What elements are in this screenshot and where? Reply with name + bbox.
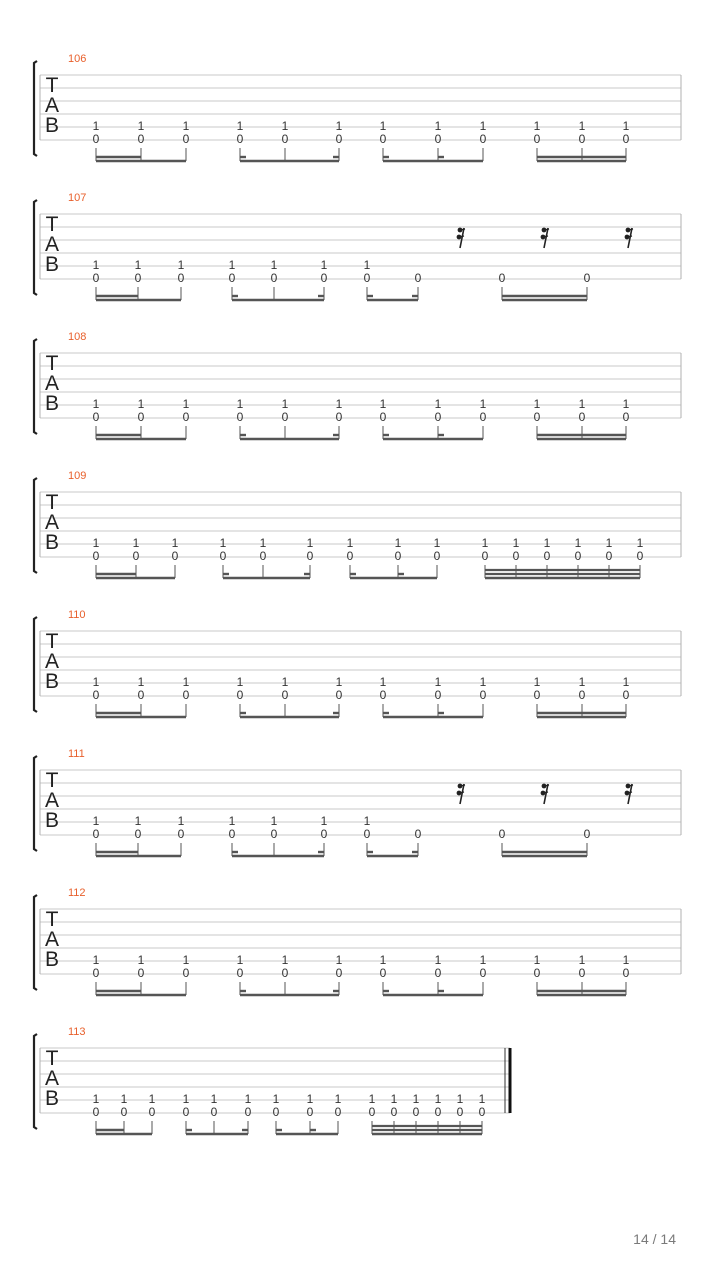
system-bracket <box>34 339 37 434</box>
fret-number: 0 <box>182 1105 190 1119</box>
fret-number: 1 <box>92 814 100 828</box>
fret-number: 0 <box>578 410 586 424</box>
fret-number: 1 <box>306 536 314 550</box>
fret-number: 1 <box>228 814 236 828</box>
note-group <box>499 827 591 856</box>
fret-number: 0 <box>182 966 190 980</box>
fret-number: 0 <box>134 827 142 841</box>
fret-number: 0 <box>578 132 586 146</box>
fret-number: 1 <box>182 119 190 133</box>
fret-number: 0 <box>92 132 100 146</box>
fret-number: 1 <box>182 953 190 967</box>
fret-number: 0 <box>92 827 100 841</box>
clef-letter-t: T <box>45 213 59 236</box>
fret-number: 0 <box>306 1105 314 1119</box>
fret-number: 1 <box>379 953 387 967</box>
fret-number: 1 <box>228 258 236 272</box>
fret-number: 1 <box>182 675 190 689</box>
clef-letter-t: T <box>45 74 59 97</box>
fret-number: 0 <box>335 688 343 702</box>
fret-number: 0 <box>533 132 541 146</box>
fret-number: 0 <box>281 966 289 980</box>
fret-number: 0 <box>171 549 179 563</box>
fret-number: 0 <box>320 827 328 841</box>
fret-number: 0 <box>177 827 185 841</box>
fret-number: 1 <box>137 119 145 133</box>
fret-number: 0 <box>148 1105 156 1119</box>
fret-number: 0 <box>479 132 487 146</box>
fret-number: 1 <box>574 536 582 550</box>
fret-number: 1 <box>177 814 185 828</box>
fret-number: 1 <box>281 675 289 689</box>
system-bracket <box>34 200 37 295</box>
fret-number: 0 <box>622 966 630 980</box>
fret-number: 1 <box>281 397 289 411</box>
clef-letter-b: B <box>44 392 60 415</box>
fret-number: 1 <box>236 397 244 411</box>
fret-number: 0 <box>137 132 145 146</box>
clef-letter-a: A <box>44 233 60 256</box>
tab-system-113 <box>34 1026 510 1134</box>
clef-letter-a: A <box>44 650 60 673</box>
clef-letter-t: T <box>45 769 59 792</box>
fret-number: 1 <box>622 675 630 689</box>
fret-number: 0 <box>92 271 100 285</box>
fret-number: 1 <box>281 953 289 967</box>
fret-number: 1 <box>137 397 145 411</box>
fret-number: 1 <box>363 814 371 828</box>
fret-number: 1 <box>479 953 487 967</box>
rest-icon <box>457 228 465 248</box>
fret-number: 0 <box>433 549 441 563</box>
clef-letter-t: T <box>45 352 59 375</box>
fret-number: 0 <box>394 549 402 563</box>
fret-number: 0 <box>92 688 100 702</box>
fret-number: 0 <box>543 549 551 563</box>
tab-system-106 <box>34 53 681 161</box>
fret-number: 0 <box>92 410 100 424</box>
clef-letter-t: T <box>45 908 59 931</box>
fret-number: 0 <box>481 549 489 563</box>
fret-number: 0 <box>236 410 244 424</box>
fret-number: 0 <box>363 271 371 285</box>
fret-number: 0 <box>236 688 244 702</box>
measure-number: 112 <box>68 887 86 899</box>
clef-letter-b: B <box>44 253 60 276</box>
tab-system-107 <box>34 192 681 300</box>
fret-number: 0 <box>456 1105 464 1119</box>
fret-number: 0 <box>281 132 289 146</box>
clef-letter-a: A <box>44 928 60 951</box>
fret-number: 0 <box>434 410 442 424</box>
fret-number: 0 <box>281 410 289 424</box>
fret-number: 0 <box>281 688 289 702</box>
clef-letter-b: B <box>44 531 60 554</box>
fret-number: 1 <box>320 814 328 828</box>
fret-number: 0 <box>92 549 100 563</box>
rest-icon <box>541 228 549 248</box>
fret-number: 1 <box>578 953 586 967</box>
fret-number: 1 <box>578 675 586 689</box>
fret-number: 1 <box>92 536 100 550</box>
fret-number: 0 <box>270 271 278 285</box>
fret-number: 0 <box>137 410 145 424</box>
fret-number: 1 <box>270 814 278 828</box>
measure-number: 113 <box>68 1026 86 1038</box>
fret-number: 0 <box>177 271 185 285</box>
system-bracket <box>34 1034 37 1129</box>
fret-number: 1 <box>335 675 343 689</box>
fret-number: 0 <box>236 966 244 980</box>
fret-number: 1 <box>622 953 630 967</box>
fret-number: 1 <box>379 119 387 133</box>
page-total: 14 <box>660 1231 676 1247</box>
fret-number: 1 <box>236 119 244 133</box>
system-bracket <box>34 895 37 990</box>
fret-number: 0 <box>379 132 387 146</box>
fret-number: 1 <box>479 119 487 133</box>
fret-number: 0 <box>478 1105 486 1119</box>
fret-number: 1 <box>512 536 520 550</box>
fret-number: 0 <box>219 549 227 563</box>
fret-number: 1 <box>394 536 402 550</box>
system-bracket <box>34 617 37 712</box>
clef-letter-b: B <box>44 670 60 693</box>
fret-number: 0 <box>578 966 586 980</box>
fret-number: 1 <box>92 258 100 272</box>
fret-number: 0 <box>636 549 644 563</box>
tab-system-109 <box>34 470 681 578</box>
fret-number: 1 <box>335 397 343 411</box>
fret-number: 0 <box>334 1105 342 1119</box>
fret-number: 1 <box>92 953 100 967</box>
fret-number: 0 <box>622 132 630 146</box>
fret-number: 0 <box>236 132 244 146</box>
fret-number: 0 <box>414 827 422 841</box>
measure-number: 111 <box>68 748 85 760</box>
measure-number: 108 <box>68 331 87 343</box>
fret-number: 0 <box>533 966 541 980</box>
fret-number: 0 <box>368 1105 376 1119</box>
fret-number: 0 <box>335 410 343 424</box>
fret-number: 1 <box>148 1092 156 1106</box>
clef-letter-b: B <box>44 114 60 137</box>
fret-number: 1 <box>259 536 267 550</box>
fret-number: 1 <box>134 814 142 828</box>
rest-icon <box>625 228 633 248</box>
fret-number: 0 <box>306 549 314 563</box>
fret-number: 1 <box>543 536 551 550</box>
fret-number: 0 <box>335 966 343 980</box>
clef-letter-a: A <box>44 94 60 117</box>
fret-number: 1 <box>132 536 140 550</box>
fret-number: 0 <box>270 827 278 841</box>
fret-number: 1 <box>281 119 289 133</box>
fret-number: 1 <box>306 1092 314 1106</box>
fret-number: 1 <box>182 1092 190 1106</box>
fret-number: 1 <box>92 675 100 689</box>
fret-number: 0 <box>92 966 100 980</box>
fret-number: 1 <box>171 536 179 550</box>
clef-letter-b: B <box>44 1087 60 1110</box>
fret-number: 1 <box>578 397 586 411</box>
fret-number: 1 <box>478 1092 486 1106</box>
fret-number: 1 <box>479 397 487 411</box>
page-indicator <box>633 1231 676 1247</box>
fret-number: 0 <box>259 549 267 563</box>
fret-number: 0 <box>272 1105 280 1119</box>
fret-number: 1 <box>92 397 100 411</box>
fret-number: 0 <box>182 132 190 146</box>
fret-number: 1 <box>335 953 343 967</box>
fret-number: 0 <box>533 410 541 424</box>
clef-letter-t: T <box>45 630 59 653</box>
fret-number: 0 <box>346 549 354 563</box>
measure-number: 109 <box>68 470 87 482</box>
fret-number: 0 <box>414 271 422 285</box>
fret-number: 1 <box>320 258 328 272</box>
fret-number: 1 <box>363 258 371 272</box>
fret-number: 1 <box>335 119 343 133</box>
fret-number: 1 <box>182 397 190 411</box>
fret-number: 1 <box>120 1092 128 1106</box>
fret-number: 0 <box>622 410 630 424</box>
rest-icon <box>541 784 549 804</box>
fret-number: 1 <box>334 1092 342 1106</box>
fret-number: 1 <box>622 119 630 133</box>
fret-number: 1 <box>346 536 354 550</box>
rest-icon <box>625 784 633 804</box>
fret-number: 0 <box>583 827 591 841</box>
fret-number: 1 <box>177 258 185 272</box>
fret-number: 0 <box>379 410 387 424</box>
fret-number: 0 <box>390 1105 398 1119</box>
fret-number: 1 <box>272 1092 280 1106</box>
clef-letter-b: B <box>44 809 60 832</box>
fret-number: 1 <box>434 1092 442 1106</box>
system-bracket <box>34 756 37 851</box>
fret-number: 0 <box>605 549 613 563</box>
fret-number: 1 <box>636 536 644 550</box>
fret-number: 1 <box>92 1092 100 1106</box>
system-bracket <box>34 478 37 573</box>
measure-number: 107 <box>68 192 87 204</box>
fret-number: 1 <box>270 258 278 272</box>
page-separator: / <box>648 1231 661 1247</box>
fret-number: 1 <box>533 953 541 967</box>
fret-number: 1 <box>134 258 142 272</box>
fret-number: 0 <box>120 1105 128 1119</box>
clef-letter-t: T <box>45 1047 59 1070</box>
fret-number: 1 <box>605 536 613 550</box>
fret-number: 0 <box>622 688 630 702</box>
fret-number: 0 <box>479 410 487 424</box>
fret-number: 1 <box>456 1092 464 1106</box>
fret-number: 0 <box>228 271 236 285</box>
clef-letter-a: A <box>44 789 60 812</box>
clef-letter-a: A <box>44 511 60 534</box>
fret-number: 0 <box>132 549 140 563</box>
fret-number: 1 <box>434 119 442 133</box>
fret-number: 0 <box>533 688 541 702</box>
fret-number: 0 <box>137 966 145 980</box>
fret-number: 0 <box>434 688 442 702</box>
fret-number: 1 <box>533 119 541 133</box>
fret-number: 0 <box>92 1105 100 1119</box>
fret-number: 0 <box>434 132 442 146</box>
fret-number: 0 <box>320 271 328 285</box>
clef-letter-a: A <box>44 372 60 395</box>
fret-number: 0 <box>479 966 487 980</box>
fret-number: 1 <box>368 1092 376 1106</box>
tab-system-108 <box>34 331 681 439</box>
fret-number: 1 <box>219 536 227 550</box>
tab-system-111 <box>34 748 681 856</box>
fret-number: 1 <box>578 119 586 133</box>
fret-number: 1 <box>479 675 487 689</box>
fret-number: 0 <box>412 1105 420 1119</box>
fret-number: 0 <box>434 966 442 980</box>
fret-number: 0 <box>210 1105 218 1119</box>
fret-number: 0 <box>574 549 582 563</box>
system-bracket <box>34 61 37 156</box>
fret-number: 0 <box>244 1105 252 1119</box>
fret-number: 1 <box>412 1092 420 1106</box>
fret-number: 0 <box>137 688 145 702</box>
rest-icon <box>457 784 465 804</box>
measure-number: 106 <box>68 53 87 65</box>
fret-number: 1 <box>379 675 387 689</box>
fret-number: 1 <box>434 675 442 689</box>
page-current: 14 <box>633 1231 649 1247</box>
fret-number: 0 <box>228 827 236 841</box>
tab-system-110 <box>34 609 681 717</box>
fret-number: 0 <box>583 271 591 285</box>
fret-number: 0 <box>379 966 387 980</box>
fret-number: 1 <box>379 397 387 411</box>
fret-number: 1 <box>390 1092 398 1106</box>
fret-number: 0 <box>335 132 343 146</box>
fret-number: 1 <box>92 119 100 133</box>
fret-number: 1 <box>137 675 145 689</box>
fret-number: 1 <box>137 953 145 967</box>
note-group <box>499 271 591 300</box>
fret-number: 1 <box>236 675 244 689</box>
clef-letter-b: B <box>44 948 60 971</box>
fret-number: 0 <box>134 271 142 285</box>
measure-number: 110 <box>68 609 86 621</box>
clef-letter-a: A <box>44 1067 60 1090</box>
fret-number: 0 <box>182 410 190 424</box>
fret-number: 1 <box>433 536 441 550</box>
fret-number: 0 <box>498 827 506 841</box>
fret-number: 0 <box>434 1105 442 1119</box>
fret-number: 0 <box>498 271 506 285</box>
fret-number: 1 <box>236 953 244 967</box>
tab-system-112 <box>34 887 681 995</box>
fret-number: 1 <box>622 397 630 411</box>
fret-number: 0 <box>182 688 190 702</box>
fret-number: 1 <box>210 1092 218 1106</box>
fret-number: 1 <box>434 953 442 967</box>
fret-number: 1 <box>533 675 541 689</box>
fret-number: 0 <box>479 688 487 702</box>
clef-letter-t: T <box>45 491 59 514</box>
fret-number: 1 <box>434 397 442 411</box>
fret-number: 1 <box>244 1092 252 1106</box>
fret-number: 0 <box>363 827 371 841</box>
fret-number: 1 <box>533 397 541 411</box>
fret-number: 0 <box>379 688 387 702</box>
fret-number: 1 <box>481 536 489 550</box>
fret-number: 0 <box>578 688 586 702</box>
fret-number: 0 <box>512 549 520 563</box>
